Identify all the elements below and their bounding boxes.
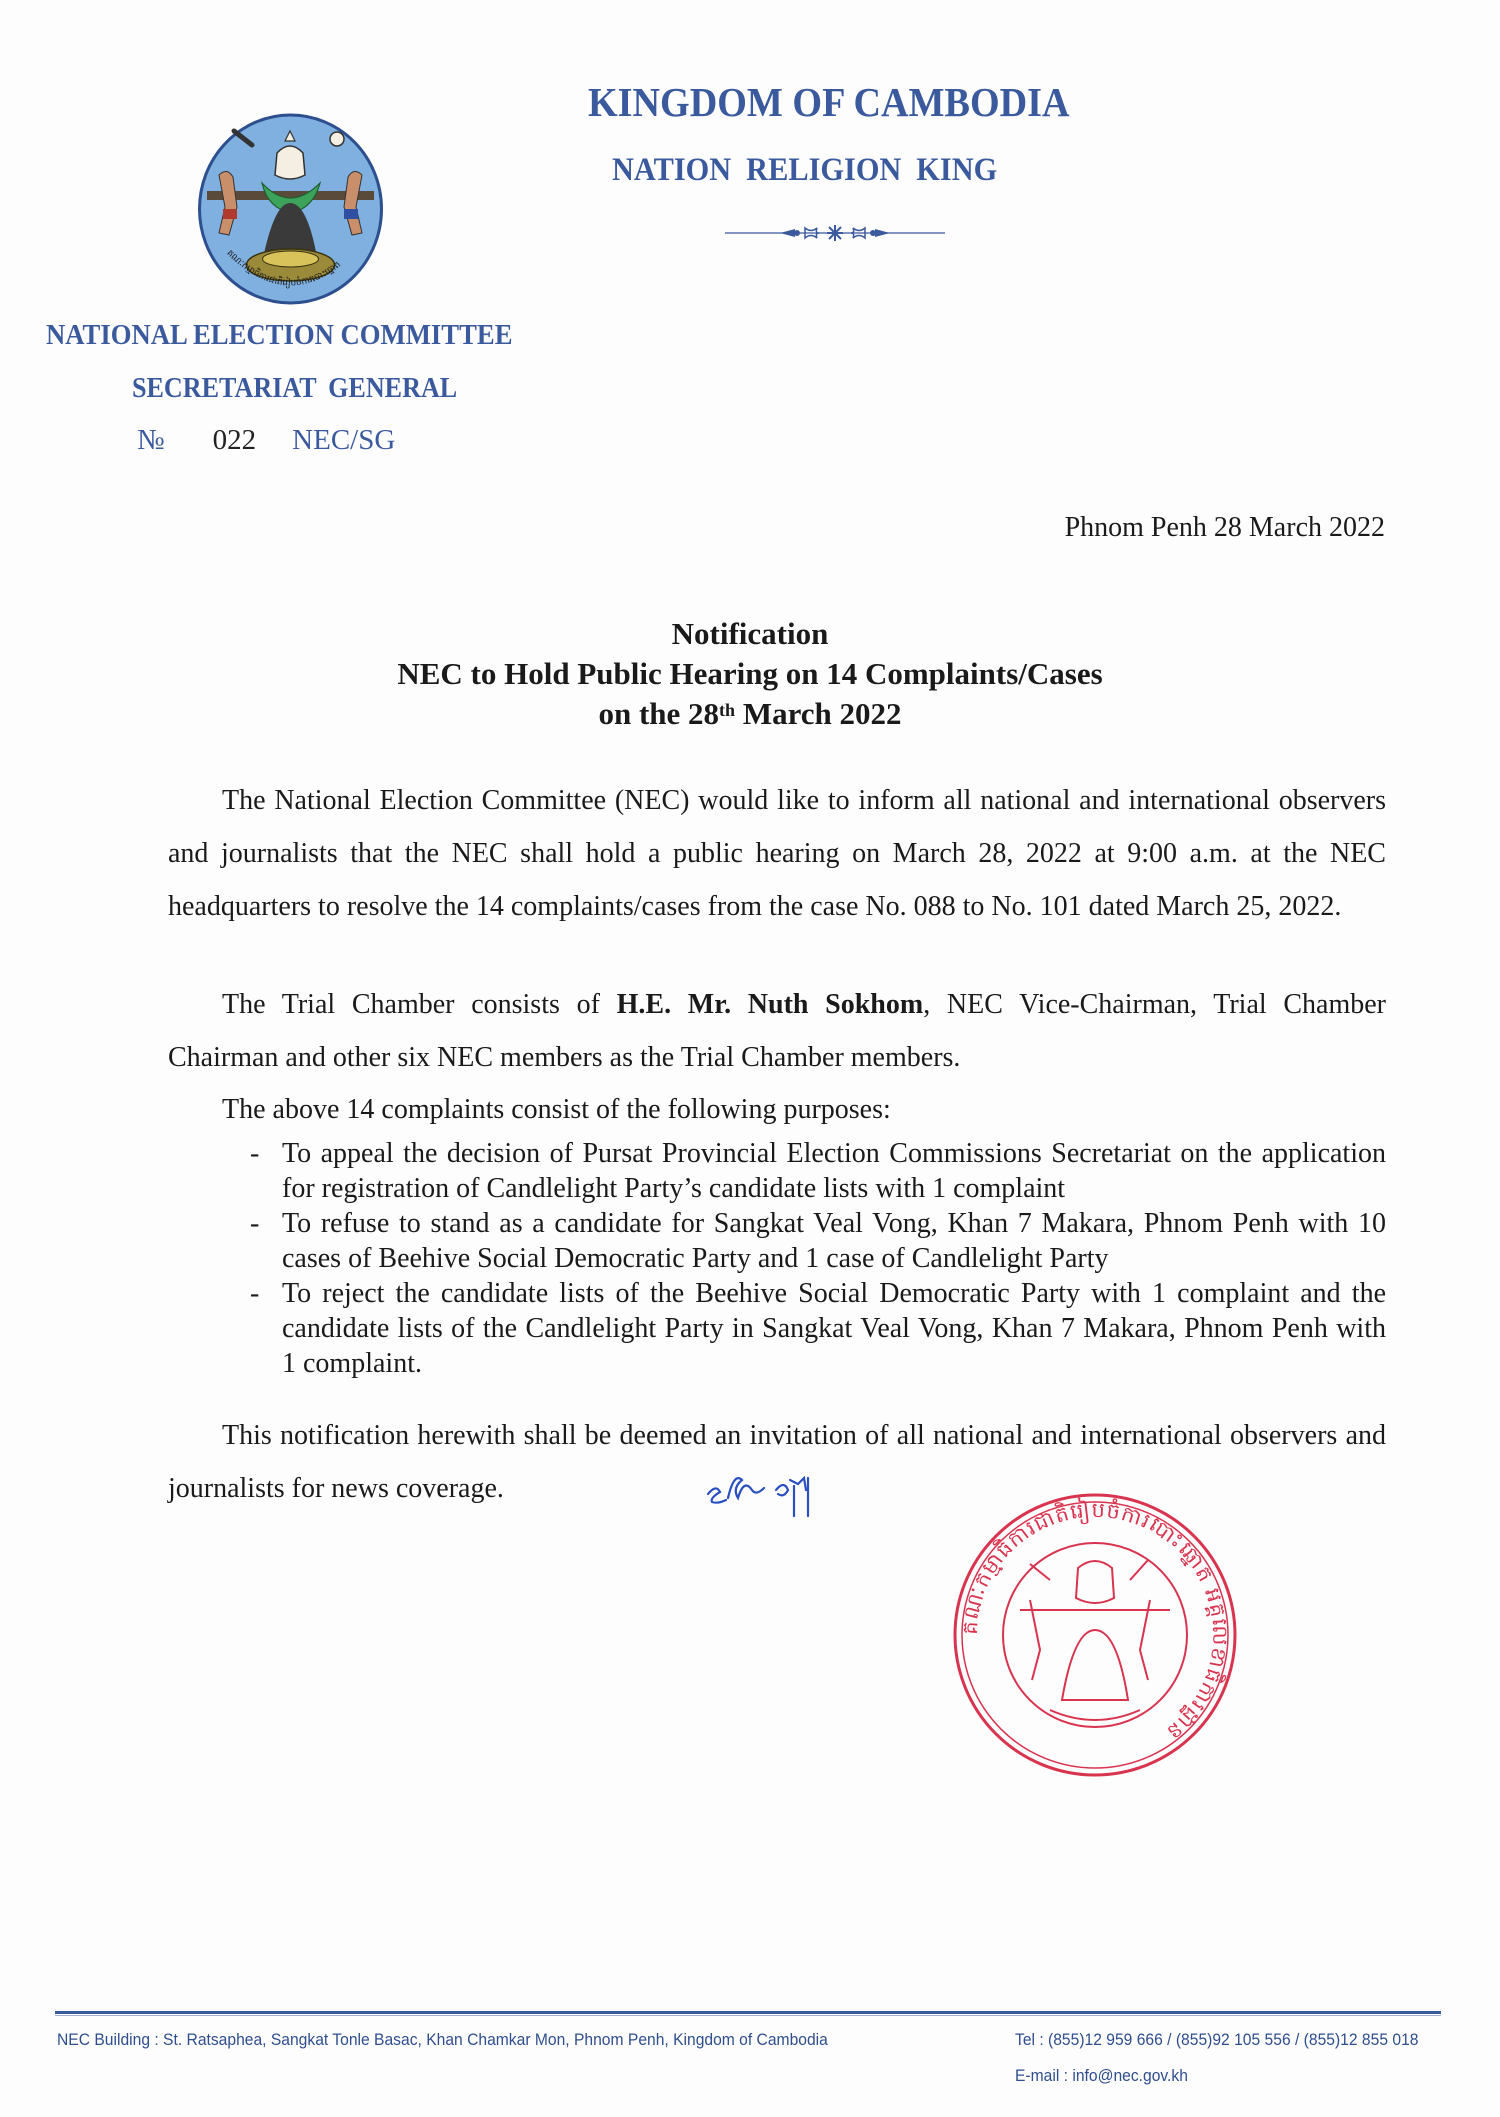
reference-prefix: № [137, 424, 165, 456]
paragraph-3-text: The above 14 complaints consist of the following purposes: [222, 1094, 891, 1125]
national-motto: NATION RELIGION KING [612, 152, 998, 188]
official-seal-stamp [950, 1490, 1240, 1780]
department-name: SECRETARIAT GENERAL [132, 372, 458, 404]
purposes-list [250, 1136, 1386, 1381]
nec-emblem-logo [197, 113, 384, 305]
body-paragraph-3 [168, 1083, 1386, 1136]
footer-address: NEC Building : St. Ratsaphea, Sangkat Tonle Basac, Khan Chamkar Mon, Phnom Penh, Kingdom of Cambodia [57, 2030, 828, 2049]
list-marker: - [250, 1138, 260, 1169]
reference-number [137, 424, 395, 457]
title-line-3 [0, 694, 1500, 734]
trial-chamber-chairman-name: H.E. Mr. Nuth Sokhom [616, 989, 924, 1020]
purpose-text: To reject the candidate lists of the Beehive Social Democratic Party with 1 complaint and the candidate lists of the Candlelight Party in Sangkat Veal Vong, Khan 7 Makara, Phnom Penh with 1 complaint. [282, 1278, 1386, 1379]
body-paragraph-1 [168, 774, 1386, 933]
notification-title [0, 614, 1500, 734]
date-line: Phnom Penh 28 March 2022 [1064, 512, 1385, 543]
title-line-3-pre: on the 28 [598, 696, 720, 731]
body-paragraph-2 [168, 978, 1386, 1084]
list-item [250, 1206, 1386, 1276]
paragraph-2-pre: The Trial Chamber consists of [222, 989, 617, 1020]
paragraph-2-post: , NEC Vice-Chairman, Trial Chamber Chairman and other six NEC members as the Trial Chamber members. [168, 989, 1387, 1073]
country-heading: KINGDOM OF CAMBODIA [588, 79, 1070, 125]
reference-value: 022 [212, 424, 257, 456]
organization-name: NATIONAL ELECTION COMMITTEE [46, 319, 513, 351]
paragraph-4-text: This notification herewith shall be deemed an invitation of all national and international observers and journalists for news coverage. [168, 1420, 1386, 1504]
title-ordinal: th [719, 700, 736, 720]
footer-divider [55, 2011, 1441, 2014]
reference-code: NEC/SG [292, 424, 396, 456]
purpose-text: To appeal the decision of Pursat Provincial Election Commissions Secretariat on the application for registration of Candlelight Party’s candidate lists with 1 complaint [282, 1138, 1386, 1204]
title-line-2: NEC to Hold Public Hearing on 14 Complaints/Cases [397, 656, 1103, 691]
title-line-1: Notification [671, 616, 829, 651]
list-marker: - [250, 1208, 260, 1239]
ornament-divider-icon [725, 222, 945, 244]
title-line-3-post: March 2022 [735, 696, 902, 731]
footer-divider-thin [55, 2015, 1441, 2016]
paragraph-2-text [168, 978, 1386, 1084]
list-item [250, 1136, 1386, 1206]
footer-email: E-mail : info@nec.gov.kh [1015, 2066, 1188, 2085]
list-item [250, 1276, 1386, 1381]
paragraph-1-text: The National Election Committee (NEC) would like to inform all national and international observers and journalists that the NEC shall hold a public hearing on March 28, 2022 at 9:00 a.m. at the NEC headquarters to resolve the 14 complaints/cases from the case No. 088 to No. 101 dated March 25, 2022. [168, 785, 1386, 922]
signature-initials [706, 1468, 828, 1520]
footer-telephone: Tel : (855)12 959 666 / (855)92 105 556 / (855)12 855 018 [1015, 2030, 1419, 2049]
list-marker: - [250, 1278, 260, 1309]
purpose-text: To refuse to stand as a candidate for Sangkat Veal Vong, Khan 7 Makara, Phnom Penh with 10 cases of Beehive Social Democratic Party and 1 case of Candlelight Party [282, 1208, 1386, 1274]
svg-text:គណៈកម្មាធិការជាតិរៀបចំការបោះឆ្: គណៈកម្មាធិការជាតិរៀបចំការបោះឆ្នោត [224, 248, 343, 289]
svg-text:គណៈកម្មាធិការជាតិរៀបចំការបោះឆ្: គណៈកម្មាធិការជាតិរៀបចំការបោះឆ្នោត អគ្គលេខាធិការដ្ឋាន [957, 1497, 1233, 1746]
